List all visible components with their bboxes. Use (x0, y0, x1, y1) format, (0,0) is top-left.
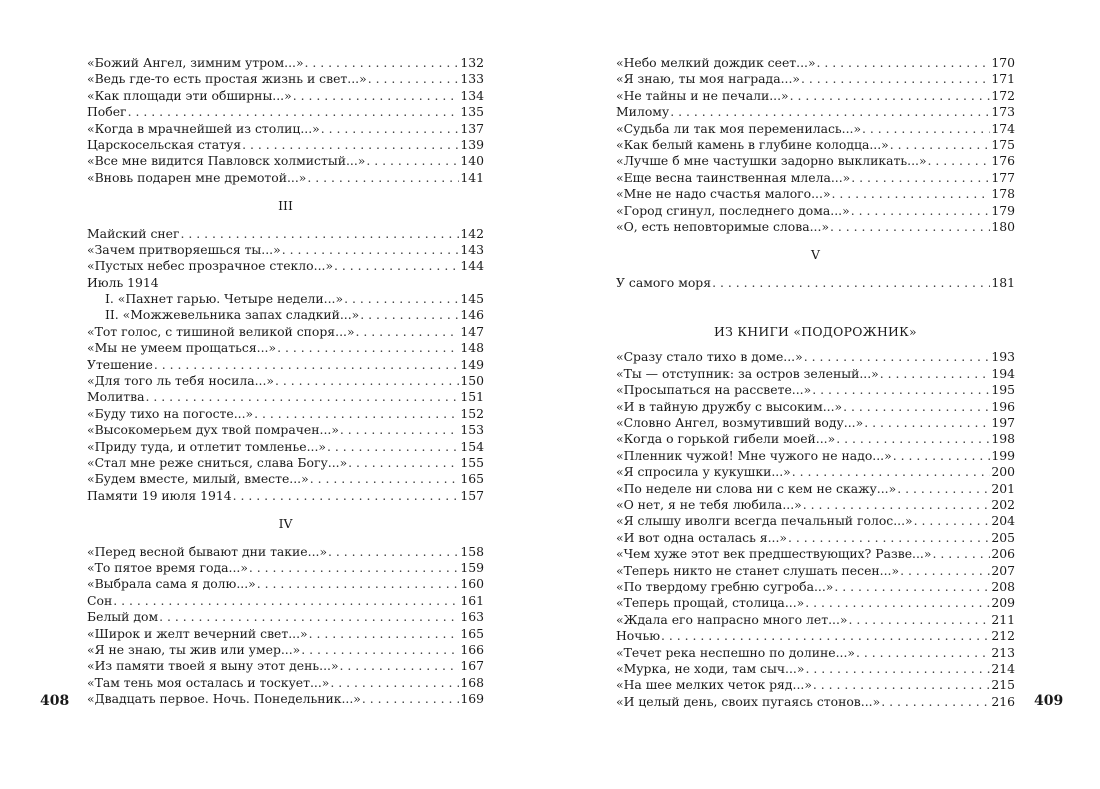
dot-leader (851, 170, 990, 186)
entry-page-number: 202 (991, 496, 1015, 512)
toc-entry (87, 153, 484, 169)
entry-title: «И в тайную дружбу с высоким...» (616, 398, 843, 414)
dot-leader (254, 406, 459, 422)
entry-title: «Высокомерьем дух твой помрачен...» (87, 422, 339, 438)
dot-leader (712, 275, 990, 291)
entry-title: «Еще весна таинственная млела...» (616, 169, 851, 185)
toc-entry (616, 530, 1015, 546)
toc-entry (87, 455, 484, 471)
entry-page-number: 177 (991, 169, 1015, 185)
entry-page-number: 214 (991, 660, 1015, 676)
entry-page-number: 141 (460, 169, 484, 185)
entry-page-number: 179 (991, 202, 1015, 218)
dot-leader (368, 71, 460, 87)
entry-page-number: 211 (991, 611, 1015, 627)
entry-title: «Там тень моя осталась и тоскует...» (87, 674, 330, 690)
entry-title: «По твердому гребню сугроба...» (616, 578, 834, 594)
entry-title: «Не тайны и не печали...» (616, 87, 789, 103)
entry-page-number: 135 (460, 104, 484, 120)
entry-title: «И вот одна осталась я...» (616, 529, 787, 545)
toc-entry (87, 406, 484, 422)
entry-title: Утешение (87, 356, 153, 372)
entry-title: «Как белый камень в глубине колодца...» (616, 136, 889, 152)
dot-leader (805, 595, 990, 611)
entry-page-number: 197 (991, 415, 1015, 431)
entry-page-number: 133 (460, 71, 484, 87)
dot-leader (897, 481, 990, 497)
dot-leader (305, 55, 460, 71)
toc-entry (616, 431, 1015, 447)
entry-page-number: 175 (991, 136, 1015, 152)
entry-title: «Широк и желт вечерний свет...» (87, 625, 308, 641)
toc-entry (87, 55, 484, 71)
dot-leader (275, 373, 459, 389)
entry-page-number: 198 (991, 431, 1015, 447)
dot-leader (242, 137, 459, 153)
dot-leader (159, 609, 459, 625)
toc-entry (87, 307, 484, 323)
dot-leader (792, 464, 991, 480)
dot-leader (788, 530, 990, 546)
dot-leader (843, 399, 990, 415)
dot-leader (360, 307, 459, 323)
entry-title: «Мы не умеем прощаться...» (87, 340, 277, 356)
entry-page-number: 160 (460, 576, 484, 592)
entry-title: «И целый день, своих пугаясь стонов...» (616, 693, 881, 709)
right-page-toc (616, 55, 1015, 710)
entry-page-number: 201 (991, 480, 1015, 496)
entry-page-number: 200 (991, 464, 1015, 480)
entry-title: «На шее мелких четок ряд...» (616, 677, 812, 693)
dot-leader (181, 226, 460, 242)
entry-page-number: 134 (460, 87, 484, 103)
toc-entry (616, 349, 1015, 365)
entry-title: Царскосельская статуя (87, 136, 242, 152)
entry-page-number: 158 (460, 543, 484, 559)
entry-title: «Перед весной бывают дни такие...» (87, 543, 328, 559)
entry-title: «Сразу стало тихо в доме...» (616, 349, 803, 365)
entry-title: «Буду тихо на погосте...» (87, 405, 254, 421)
entry-title: «Выбрала сама я долю...» (87, 576, 256, 592)
entry-title: Милому (616, 104, 670, 120)
toc-entry (87, 488, 484, 504)
toc-entry (87, 544, 484, 560)
toc-entry (87, 675, 484, 691)
entry-page-number: 195 (991, 382, 1015, 398)
entry-title: Сон (87, 592, 113, 608)
entry-title: I. «Пахнет гарью. Четыре недели...» (105, 291, 344, 307)
entry-page-number: 161 (460, 592, 484, 608)
toc-entry (87, 373, 484, 389)
toc-entry (87, 226, 484, 242)
toc-entry (616, 104, 1015, 120)
toc-entry (616, 563, 1015, 579)
page-number-left: 408 (40, 693, 70, 709)
dot-leader (321, 121, 460, 137)
entry-title: «Лучше б мне частушки задорно выкликать...» (616, 153, 927, 169)
entry-page-number: 165 (460, 471, 484, 487)
entry-title: Белый дом (87, 609, 159, 625)
toc-entry (87, 104, 484, 120)
entry-page-number: 208 (991, 578, 1015, 594)
entry-page-number: 147 (460, 323, 484, 339)
entry-page-number: 137 (460, 120, 484, 136)
dot-leader (661, 628, 990, 644)
dot-leader (257, 576, 460, 592)
entry-page-number: 146 (460, 307, 484, 323)
toc-entry (87, 291, 484, 307)
dot-leader (277, 340, 459, 356)
toc-entry (616, 55, 1015, 71)
dot-leader (900, 563, 990, 579)
toc-entry (616, 121, 1015, 137)
toc-entry (87, 357, 484, 373)
entry-page-number: 170 (991, 55, 1015, 70)
entry-title: «Ты — отступник: за остров зеленый...» (616, 365, 879, 381)
entry-title: «Судьба ли так моя переменилась...» (616, 120, 862, 136)
entry-page-number: 196 (991, 398, 1015, 414)
entry-title: «О нет, я не тебя любила...» (616, 496, 802, 512)
entry-title: «Теперь никто не станет слушать песен...» (616, 562, 900, 578)
toc-entry (616, 415, 1015, 431)
toc-entry (616, 137, 1015, 153)
toc-entry (616, 219, 1015, 235)
entry-title: «Чем хуже этот век предшествующих? Разве...» (616, 546, 932, 562)
entry-title: «Течет река неспешно по долине...» (616, 644, 855, 660)
entry-page-number: 181 (991, 274, 1015, 290)
dot-leader (881, 694, 990, 710)
entry-title: «Приду туда, и отлетит томленье...» (87, 438, 326, 454)
entry-page-number: 154 (460, 438, 484, 454)
entry-title: «Для того ль тебя носила...» (87, 373, 275, 389)
entry-page-number: 213 (991, 644, 1015, 660)
dot-leader (113, 593, 459, 609)
toc-entry (616, 71, 1015, 87)
toc-entry (87, 642, 484, 658)
entry-page-number: 209 (991, 595, 1015, 611)
entry-title: «Небо мелкий дождик сеет...» (616, 55, 816, 70)
dot-leader (893, 448, 991, 464)
entry-title: Июль 1914 (87, 274, 159, 290)
toc-entry (87, 471, 484, 487)
toc-entry (87, 242, 484, 258)
entry-page-number: 149 (460, 356, 484, 372)
section-heading: IV (278, 516, 293, 532)
toc-entry (616, 497, 1015, 513)
dot-leader (340, 658, 460, 674)
entry-title: «Мне не надо счастья малого...» (616, 186, 831, 202)
toc-entry (616, 694, 1015, 710)
dot-leader (344, 291, 459, 307)
toc-entry (616, 645, 1015, 661)
entry-title: «Мурка, не ходи, там сыч...» (616, 660, 805, 676)
dot-leader (880, 366, 991, 382)
entry-page-number: 148 (460, 340, 484, 356)
dot-leader (856, 645, 990, 661)
entry-title: «Все мне видится Павловск холмистый...» (87, 153, 366, 169)
toc-entry (616, 88, 1015, 104)
entry-title: «Тот голос, с тишиной великой споря...» (87, 323, 355, 339)
dot-leader (914, 513, 991, 529)
toc-entry (87, 389, 484, 405)
entry-title: «Я знаю, ты моя награда...» (616, 71, 800, 87)
entry-page-number: 172 (991, 87, 1015, 103)
toc-entry (616, 612, 1015, 628)
dot-leader (832, 186, 991, 202)
entry-page-number: 151 (460, 389, 484, 405)
dot-leader (862, 121, 990, 137)
dot-leader (864, 415, 990, 431)
dot-leader (805, 661, 990, 677)
entry-title: «Стал мне реже сниться, слава Богу...» (87, 454, 348, 470)
entry-page-number: 205 (991, 529, 1015, 545)
entry-title: «Город сгинул, последнего дома...» (616, 202, 850, 218)
entry-title: «Из памяти твоей я выну этот день...» (87, 658, 339, 674)
dot-leader (803, 497, 991, 513)
toc-entry (87, 560, 484, 576)
entry-title: «Пустых небес прозрачное стекло...» (87, 258, 334, 274)
dot-leader (670, 104, 990, 120)
toc-entry (616, 399, 1015, 415)
toc-entry (87, 258, 484, 274)
entry-page-number: 212 (991, 628, 1015, 644)
entry-title: Майский снег (87, 225, 180, 241)
entry-title: «Пленник чужой! Мне чужого не надо...» (616, 447, 892, 463)
entry-page-number: 155 (460, 454, 484, 470)
entry-title: «Я слышу иволги всегда печальный голос...» (616, 513, 913, 529)
entry-title: Молитва (87, 389, 145, 405)
dot-leader (154, 357, 460, 373)
dot-leader (309, 626, 460, 642)
entry-page-number: 176 (991, 153, 1015, 169)
toc-entry (87, 340, 484, 356)
entry-page-number: 215 (991, 677, 1015, 693)
entry-page-number: 178 (991, 186, 1015, 202)
entry-page-number: 167 (460, 658, 484, 674)
dot-leader (804, 349, 991, 365)
dot-leader (293, 88, 460, 104)
entry-page-number: 157 (460, 487, 484, 503)
dot-leader (928, 153, 991, 169)
dot-leader (830, 219, 990, 235)
section-heading: V (811, 247, 820, 263)
toc-entry (616, 546, 1015, 562)
entry-page-number: 207 (991, 562, 1015, 578)
entry-page-number: 168 (460, 674, 484, 690)
entry-title: «О, есть неповторимые слова...» (616, 218, 830, 234)
entry-title: Памяти 19 июля 1914 (87, 487, 232, 503)
entry-page-number: 206 (991, 546, 1015, 562)
toc-entry (616, 464, 1015, 480)
toc-entry (616, 579, 1015, 595)
entry-page-number: 216 (991, 693, 1015, 709)
toc-entry (616, 513, 1015, 529)
toc-entry (616, 677, 1015, 693)
entry-title: II. «Можжевельника запах сладкий...» (105, 307, 360, 323)
entry-page-number: 140 (460, 153, 484, 169)
toc-entry (87, 71, 484, 87)
entry-title: «Просыпаться на рассвете...» (616, 382, 812, 398)
entry-page-number: 169 (460, 691, 484, 707)
dot-leader (328, 544, 459, 560)
entry-page-number: 174 (991, 120, 1015, 136)
dot-leader (146, 389, 460, 405)
toc-entry (87, 691, 484, 707)
toc-entry (87, 626, 484, 642)
dot-leader (334, 258, 459, 274)
entry-page-number: 199 (991, 447, 1015, 463)
toc-entry (616, 170, 1015, 186)
book-heading: ИЗ КНИГИ «ПОДОРОЖНИК» (714, 324, 917, 340)
toc-entry (616, 661, 1015, 677)
entry-title: «Ведь где-то есть простая жизнь и свет...» (87, 71, 367, 87)
toc-entry (87, 324, 484, 340)
dot-leader (307, 170, 459, 186)
toc-entry (616, 382, 1015, 398)
toc-entry (87, 593, 484, 609)
dot-leader (366, 153, 459, 169)
toc-entry (616, 628, 1015, 644)
entry-title: «Теперь прощай, столица...» (616, 595, 805, 611)
dot-leader (340, 422, 459, 438)
entry-page-number: 150 (460, 373, 484, 389)
toc-entry (87, 658, 484, 674)
dot-leader (851, 203, 991, 219)
section-heading: III (278, 198, 293, 214)
entry-page-number: 166 (460, 641, 484, 657)
entry-page-number: 132 (460, 55, 484, 70)
entry-page-number: 163 (460, 609, 484, 625)
entry-title: «По неделе ни слова ни с кем не скажу...» (616, 480, 897, 496)
entry-title: «Зачем притворяешься ты...» (87, 241, 281, 257)
dot-leader (817, 55, 991, 71)
entry-title: «Я не знаю, ты жив или умер...» (87, 641, 301, 657)
entry-title: «Когда в мрачнейшей из столиц...» (87, 120, 320, 136)
dot-leader (813, 677, 990, 693)
dot-leader (356, 324, 460, 340)
toc-entry (616, 595, 1015, 611)
toc-entry (616, 448, 1015, 464)
dot-leader (790, 88, 991, 104)
entry-title: Ночью (616, 628, 660, 644)
toc-entry (87, 170, 484, 186)
toc-entry (87, 422, 484, 438)
entry-page-number: 153 (460, 422, 484, 438)
entry-title: «Божий Ангел, зимним утром...» (87, 55, 304, 70)
toc-entry (616, 153, 1015, 169)
dot-leader (834, 579, 990, 595)
dot-leader (932, 546, 990, 562)
entry-title: «Словно Ангел, возмутивший воду...» (616, 415, 864, 431)
entry-page-number: 204 (991, 513, 1015, 529)
entry-title: «Двадцать первое. Ночь. Понедельник...» (87, 691, 361, 707)
dot-leader (310, 471, 460, 487)
dot-leader (812, 382, 990, 398)
entry-page-number: 142 (460, 225, 484, 241)
entry-title: «Как площади эти обширны...» (87, 87, 292, 103)
toc-entry (87, 121, 484, 137)
entry-title: Побег (87, 104, 127, 120)
entry-page-number: 139 (460, 136, 484, 152)
entry-page-number: 194 (991, 365, 1015, 381)
left-page-toc (87, 55, 484, 707)
dot-leader (348, 455, 459, 471)
toc-entry (616, 366, 1015, 382)
entry-title: У самого моря (616, 274, 712, 290)
dot-leader (890, 137, 991, 153)
entry-page-number: 173 (991, 104, 1015, 120)
dot-leader (801, 71, 990, 87)
entry-page-number: 143 (460, 241, 484, 257)
toc-entry (87, 137, 484, 153)
page-number-right: 409 (1034, 693, 1064, 709)
dot-leader (249, 560, 459, 576)
dot-leader (233, 488, 460, 504)
entry-page-number: 171 (991, 71, 1015, 87)
dot-leader (362, 691, 459, 707)
toc-entry (87, 275, 484, 291)
dot-leader (128, 104, 460, 120)
entry-page-number: 144 (460, 258, 484, 274)
entry-page-number: 193 (991, 349, 1015, 365)
entry-title: «Я спросила у кукушки...» (616, 464, 791, 480)
entry-page-number: 152 (460, 405, 484, 421)
toc-entry (616, 275, 1015, 291)
entry-title: «Будем вместе, милый, вместе...» (87, 471, 309, 487)
toc-entry (87, 576, 484, 592)
dot-leader (836, 431, 990, 447)
entry-title: «Вновь подарен мне дремотой...» (87, 169, 307, 185)
entry-page-number: 159 (460, 559, 484, 575)
dot-leader (330, 675, 459, 691)
entry-page-number: 145 (460, 291, 484, 307)
toc-entry (87, 439, 484, 455)
toc-entry (87, 88, 484, 104)
dot-leader (327, 439, 459, 455)
toc-entry (616, 186, 1015, 202)
entry-title: «То пятое время года...» (87, 559, 248, 575)
toc-entry (616, 203, 1015, 219)
entry-page-number: 165 (460, 625, 484, 641)
dot-leader (848, 612, 990, 628)
entry-page-number: 180 (991, 218, 1015, 234)
dot-leader (301, 642, 459, 658)
entry-title: «Когда о горькой гибели моей...» (616, 431, 836, 447)
toc-entry (87, 609, 484, 625)
toc-entry (616, 481, 1015, 497)
dot-leader (282, 242, 460, 258)
entry-title: «Ждала его напрасно много лет...» (616, 611, 848, 627)
